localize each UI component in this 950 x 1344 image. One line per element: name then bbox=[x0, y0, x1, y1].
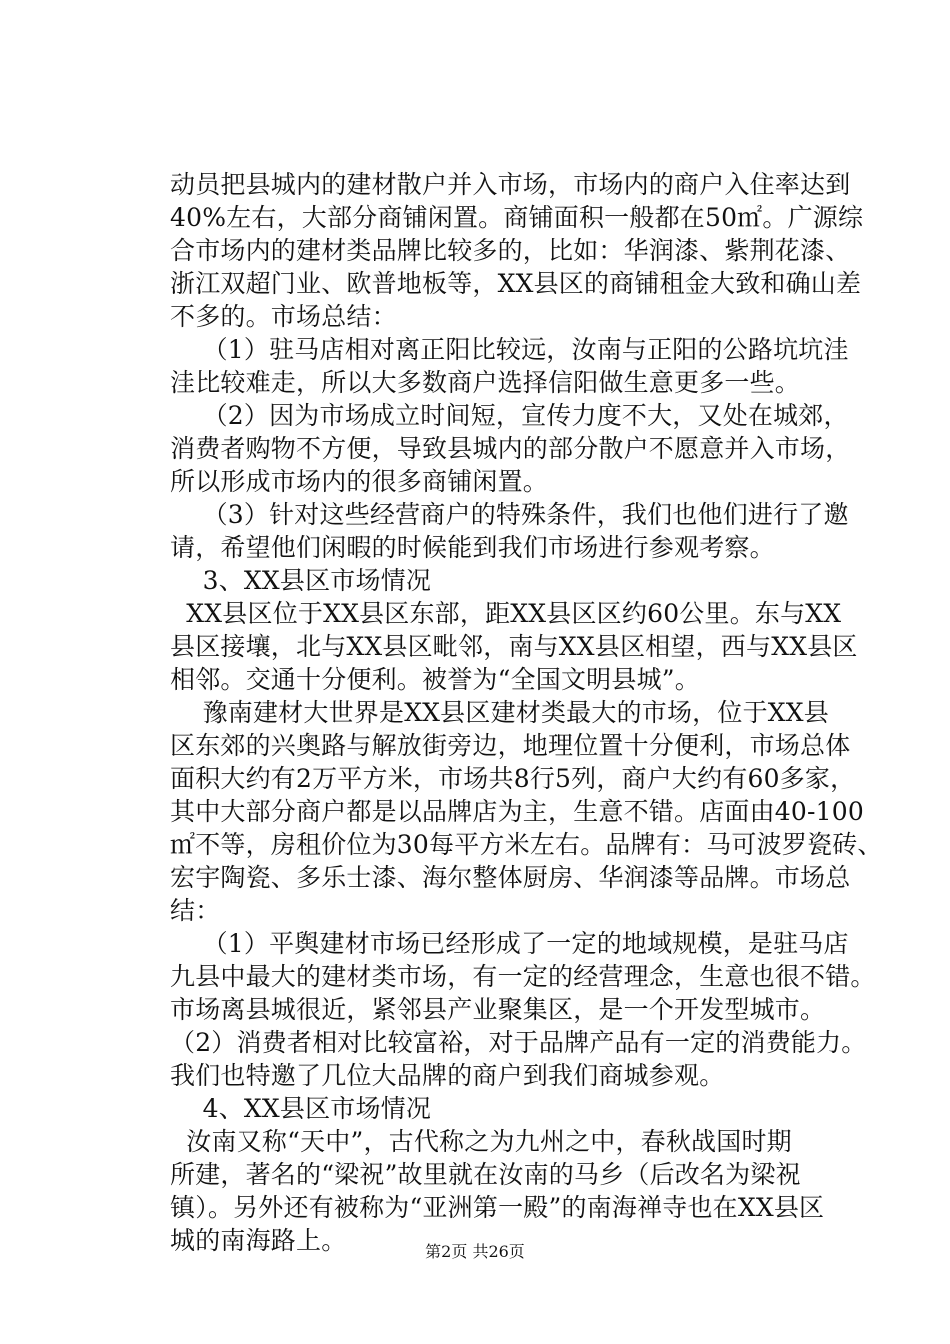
text-line: （2）消费者相对比较富裕，对于品牌产品有一定的消费能力。 bbox=[170, 1028, 867, 1057]
text-line: 市场离县城很近，紧邻县产业聚集区，是一个开发型城市。 bbox=[170, 995, 826, 1024]
text-line: 3、XX县区市场情况 bbox=[170, 566, 432, 595]
text-line: 面积大约有2万平方米，市场共8行5列，商户大约有60多家， bbox=[170, 764, 856, 793]
text-line: 4、XX县区市场情况 bbox=[170, 1094, 432, 1123]
text-line: （2）因为市场成立时间短，宣传力度不大，又处在城郊， bbox=[170, 401, 849, 430]
text-line: ㎡不等，房租价位为30每平方米左右。品牌有：马可波罗瓷砖、 bbox=[170, 830, 883, 859]
text-line: 动员把县城内的建材散户并入市场，市场内的商户入住率达到 bbox=[170, 170, 851, 199]
text-line: 40%左右，大部分商铺闲置。商铺面积一般都在50㎡。广源综 bbox=[170, 203, 864, 232]
text-line: （3）针对这些经营商户的特殊条件，我们也他们进行了邀 bbox=[170, 500, 849, 529]
text-line: 消费者购物不方便，导致县城内的部分散户不愿意并入市场， bbox=[170, 434, 851, 463]
text-line: 浙江双超门业、欧普地板等，XX县区的商铺租金大致和确山差 bbox=[170, 269, 862, 298]
document-body bbox=[170, 168, 883, 1257]
text-line: 不多的。市场总结： bbox=[170, 302, 397, 331]
text-line: 城的南海路上。 bbox=[170, 1226, 347, 1255]
text-line: （1）驻马店相对离正阳比较远，汝南与正阳的公路坑坑洼 bbox=[170, 335, 849, 364]
text-line: 九县中最大的建材类市场，有一定的经营理念，生意也很不错。 bbox=[170, 962, 876, 991]
text-line: 洼比较难走，所以大多数商户选择信阳做生意更多一些。 bbox=[170, 368, 801, 397]
text-line: 宏宇陶瓷、多乐士漆、海尔整体厨房、华润漆等品牌。市场总 bbox=[170, 863, 851, 892]
text-line: 县区接壤，北与XX县区毗邻，南与XX县区相望，西与XX县区 bbox=[170, 632, 858, 661]
text-line: 所以形成市场内的很多商铺闲置。 bbox=[170, 467, 549, 496]
text-line: 我们也特邀了几位大品牌的商户到我们商城参观。 bbox=[170, 1061, 725, 1090]
text-line: 所建，著名的“梁祝”故里就在汝南的马乡（后改名为梁祝 bbox=[170, 1160, 801, 1189]
text-line: 结： bbox=[170, 896, 221, 925]
text-line: 请，希望他们闲暇的时候能到我们市场进行参观考察。 bbox=[170, 533, 775, 562]
text-line: （1）平舆建材市场已经形成了一定的地域规模，是驻马店 bbox=[170, 929, 849, 958]
text-line: 相邻。交通十分便利。被誉为“全国文明县城”。 bbox=[170, 665, 700, 694]
text-line: XX县区位于XX县区东部，距XX县区区约60公里。东与XX bbox=[170, 599, 842, 628]
text-line: 合市场内的建材类品牌比较多的，比如：华润漆、紫荆花漆、 bbox=[170, 236, 851, 265]
text-line: 豫南建材大世界是XX县区建材类最大的市场，位于XX县 bbox=[170, 698, 829, 727]
text-line: 区东郊的兴奥路与解放街旁边，地理位置十分便利，市场总体 bbox=[170, 731, 851, 760]
page-footer: 第2页 共26页 bbox=[425, 1242, 525, 1261]
text-line: 其中大部分商户都是以品牌店为主，生意不错。店面由40-100 bbox=[170, 797, 864, 826]
text-line: 汝南又称“天中”，古代称之为九州之中，春秋战国时期 bbox=[170, 1127, 792, 1156]
text-line: 镇）。另外还有被称为“亚洲第一殿”的南海禅寺也在XX县区 bbox=[170, 1193, 825, 1222]
